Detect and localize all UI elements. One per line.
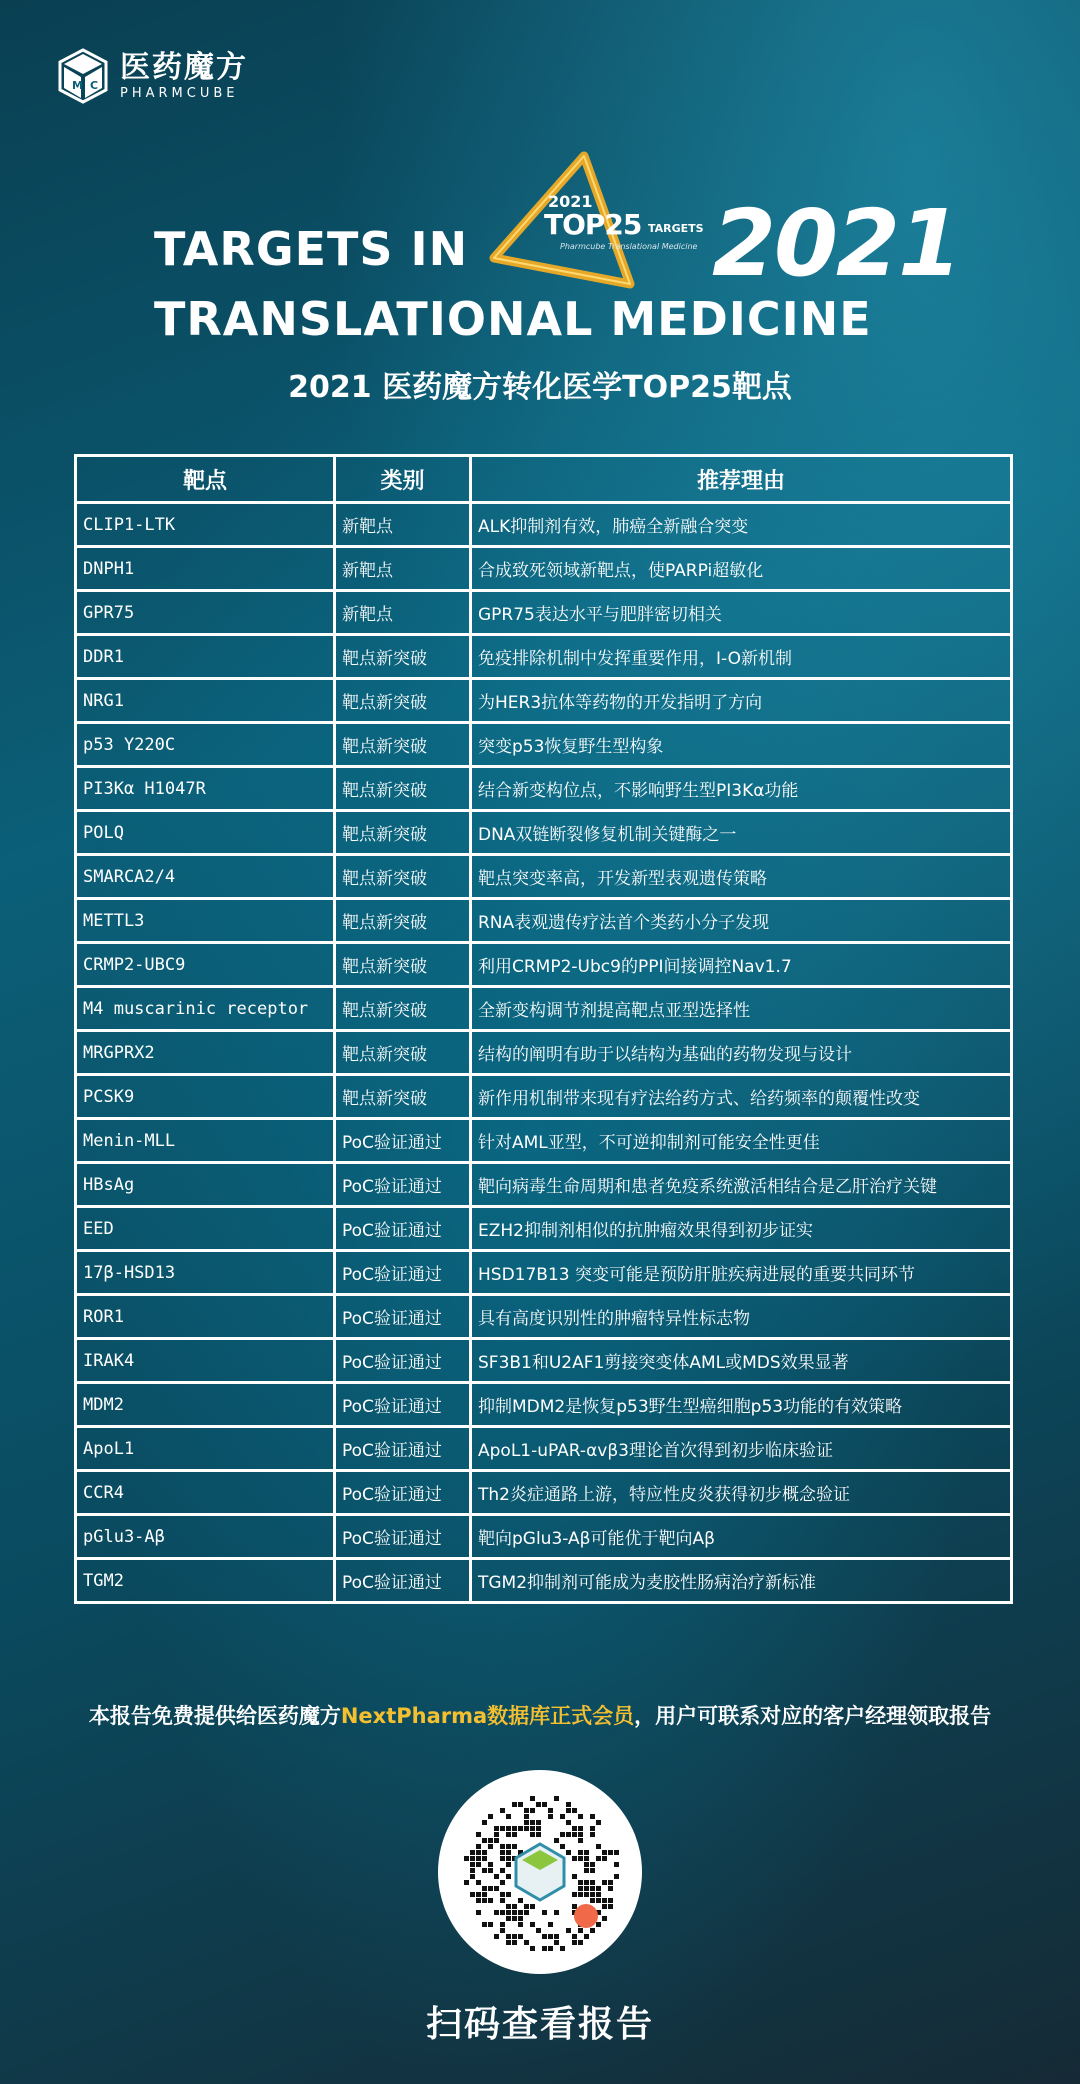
svg-text:M: M	[72, 79, 83, 92]
cell-target: pGlu3-Aβ	[76, 1515, 335, 1559]
cell-target: ROR1	[76, 1295, 335, 1339]
scan-label: 扫码查看报告	[425, 2004, 654, 2045]
cell-reason: ALK抑制剂有效，肺癌全新融合突变	[471, 503, 1012, 547]
table-row	[76, 811, 1012, 855]
cell-category: 新靶点	[335, 591, 471, 635]
badge-top25: TOP25	[544, 208, 642, 241]
cell-category: PoC验证通过	[335, 1251, 471, 1295]
cell-reason: 针对AML亚型，不可逆抑制剂可能安全性更佳	[471, 1119, 1012, 1163]
cell-reason: EZH2抑制剂相似的抗肿瘤效果得到初步证实	[471, 1207, 1012, 1251]
cell-category: PoC验证通过	[335, 1559, 471, 1603]
cell-category: 靶点新突破	[335, 987, 471, 1031]
cell-reason: 靶向病毒生命周期和患者免疫系统激活相结合是乙肝治疗关键	[471, 1163, 1012, 1207]
logo-cn-text: 医药魔方	[120, 49, 248, 85]
cell-reason: GPR75表达水平与肥胖密切相关	[471, 591, 1012, 635]
cell-category: 靶点新突破	[335, 1075, 471, 1119]
cell-target: M4 muscarinic receptor	[76, 987, 335, 1031]
table-row	[76, 1119, 1012, 1163]
cell-category: 靶点新突破	[335, 1031, 471, 1075]
table-row	[76, 1427, 1012, 1471]
cell-reason: 靶向pGlu3-Aβ可能优于靶向Aβ	[471, 1515, 1012, 1559]
table-row	[76, 1163, 1012, 1207]
cell-target: GPR75	[76, 591, 335, 635]
cell-reason: TGM2抑制剂可能成为麦胶性肠病治疗新标准	[471, 1559, 1012, 1603]
cell-reason: HSD17B13 突变可能是预防肝脏疾病进展的重要共同环节	[471, 1251, 1012, 1295]
cell-target: CRMP2-UBC9	[76, 943, 335, 987]
cell-target: ApoL1	[76, 1427, 335, 1471]
hero-title-line2: TRANSLATIONAL MEDICINE	[154, 292, 872, 346]
table-row	[76, 1559, 1012, 1603]
cell-target: 17β-HSD13	[76, 1251, 335, 1295]
badge-targets: TARGETS	[648, 222, 704, 235]
table-row	[76, 987, 1012, 1031]
targets-table	[74, 454, 1013, 1604]
cell-target: HBsAg	[76, 1163, 335, 1207]
cell-category: 靶点新突破	[335, 855, 471, 899]
cell-reason: 结合新变构位点，不影响野生型PI3Kα功能	[471, 767, 1012, 811]
table-row	[76, 1339, 1012, 1383]
table-row	[76, 1207, 1012, 1251]
header-reason: 推荐理由	[471, 456, 1012, 503]
table-row	[76, 547, 1012, 591]
cell-reason: RNA表观遗传疗法首个类药小分子发现	[471, 899, 1012, 943]
cell-reason: 为HER3抗体等药物的开发指明了方向	[471, 679, 1012, 723]
cell-reason: 具有高度识别性的肿瘤特异性标志物	[471, 1295, 1012, 1339]
table-row	[76, 1075, 1012, 1119]
hero-year: 2021	[712, 190, 961, 297]
table-row	[76, 591, 1012, 635]
qr-code-icon[interactable]	[438, 1770, 642, 1974]
cell-target: MRGPRX2	[76, 1031, 335, 1075]
cell-target: CCR4	[76, 1471, 335, 1515]
cell-category: 靶点新突破	[335, 679, 471, 723]
cell-reason: 新作用机制带来现有疗法给药方式、给药频率的颠覆性改变	[471, 1075, 1012, 1119]
badge-year: 2021	[548, 192, 593, 211]
cell-category: 靶点新突破	[335, 943, 471, 987]
cell-category: 靶点新突破	[335, 723, 471, 767]
cell-category: PoC验证通过	[335, 1515, 471, 1559]
table-row	[76, 679, 1012, 723]
cell-target: DDR1	[76, 635, 335, 679]
cell-category: PoC验证通过	[335, 1207, 471, 1251]
table-row	[76, 943, 1012, 987]
table-row	[76, 635, 1012, 679]
table-row	[76, 1295, 1012, 1339]
table-row	[76, 1383, 1012, 1427]
cell-category: PoC验证通过	[335, 1427, 471, 1471]
cell-category: PoC验证通过	[335, 1295, 471, 1339]
cube-logo-icon	[58, 48, 108, 104]
cell-target: POLQ	[76, 811, 335, 855]
cell-category: 靶点新突破	[335, 899, 471, 943]
cell-category: 新靶点	[335, 547, 471, 591]
cell-target: PCSK9	[76, 1075, 335, 1119]
report-note-pre: 本报告免费提供给医药魔方	[88, 1704, 341, 1728]
cell-target: PI3Kα H1047R	[76, 767, 335, 811]
badge-subtitle: Pharmcube Translational Medicine	[560, 242, 698, 251]
top25-badge	[480, 150, 730, 300]
qr-code[interactable]	[438, 1770, 642, 1974]
cell-target: METTL3	[76, 899, 335, 943]
cell-reason: Th2炎症通路上游，特应性皮炎获得初步概念验证	[471, 1471, 1012, 1515]
cell-target: MDM2	[76, 1383, 335, 1427]
logo-en-text: PHARMCUBE	[120, 85, 239, 101]
pharmcube-logo	[58, 48, 248, 104]
hero-title-line1: TARGETS IN	[154, 222, 469, 276]
table-row	[76, 1251, 1012, 1295]
cell-category: PoC验证通过	[335, 1383, 471, 1427]
cell-target: DNPH1	[76, 547, 335, 591]
table-row	[76, 723, 1012, 767]
header-category: 类别	[335, 456, 471, 503]
cell-target: IRAK4	[76, 1339, 335, 1383]
cell-reason: 突变p53恢复野生型构象	[471, 723, 1012, 767]
cell-target: NRG1	[76, 679, 335, 723]
cell-category: 新靶点	[335, 503, 471, 547]
table-row	[76, 899, 1012, 943]
cell-reason: 合成致死领域新靶点，使PARPi超敏化	[471, 547, 1012, 591]
cell-target: TGM2	[76, 1559, 335, 1603]
cell-category: PoC验证通过	[335, 1339, 471, 1383]
cell-reason: 免疫排除机制中发挥重要作用，I-O新机制	[471, 635, 1012, 679]
cell-reason: 全新变构调节剂提高靶点亚型选择性	[471, 987, 1012, 1031]
cell-category: PoC验证通过	[335, 1119, 471, 1163]
report-note-post: ，用户可联系对应的客户经理领取报告	[634, 1704, 992, 1728]
cell-target: SMARCA2/4	[76, 855, 335, 899]
table-row	[76, 503, 1012, 547]
cell-category: 靶点新突破	[335, 767, 471, 811]
svg-text:C: C	[90, 79, 99, 92]
report-note-highlight: NextPharma数据库正式会员	[340, 1704, 635, 1728]
cell-reason: ApoL1-uPAR-αvβ3理论首次得到初步临床验证	[471, 1427, 1012, 1471]
cell-reason: 靶点突变率高，开发新型表观遗传策略	[471, 855, 1012, 899]
header-target: 靶点	[76, 456, 335, 503]
table-header-row	[76, 456, 1012, 503]
cell-reason: SF3B1和U2AF1剪接突变体AML或MDS效果显著	[471, 1339, 1012, 1383]
table-row	[76, 767, 1012, 811]
cell-category: PoC验证通过	[335, 1163, 471, 1207]
table-row	[76, 855, 1012, 899]
table-row	[76, 1471, 1012, 1515]
table-row	[76, 1515, 1012, 1559]
report-note	[0, 1700, 1080, 1730]
cell-reason: 抑制MDM2是恢复p53野生型癌细胞p53功能的有效策略	[471, 1383, 1012, 1427]
cell-reason: DNA双链断裂修复机制关键酶之一	[471, 811, 1012, 855]
cell-reason: 结构的阐明有助于以结构为基础的药物发现与设计	[471, 1031, 1012, 1075]
cell-target: CLIP1-LTK	[76, 503, 335, 547]
cell-category: 靶点新突破	[335, 811, 471, 855]
cell-category: 靶点新突破	[335, 635, 471, 679]
cell-category: PoC验证通过	[335, 1471, 471, 1515]
cell-target: Menin-MLL	[76, 1119, 335, 1163]
cell-target: p53 Y220C	[76, 723, 335, 767]
cell-target: EED	[76, 1207, 335, 1251]
table-row	[76, 1031, 1012, 1075]
cell-reason: 利用CRMP2-Ubc9的PPI间接调控Nav1.7	[471, 943, 1012, 987]
page-subtitle: 2021 医药魔方转化医学TOP25靶点	[288, 370, 792, 405]
